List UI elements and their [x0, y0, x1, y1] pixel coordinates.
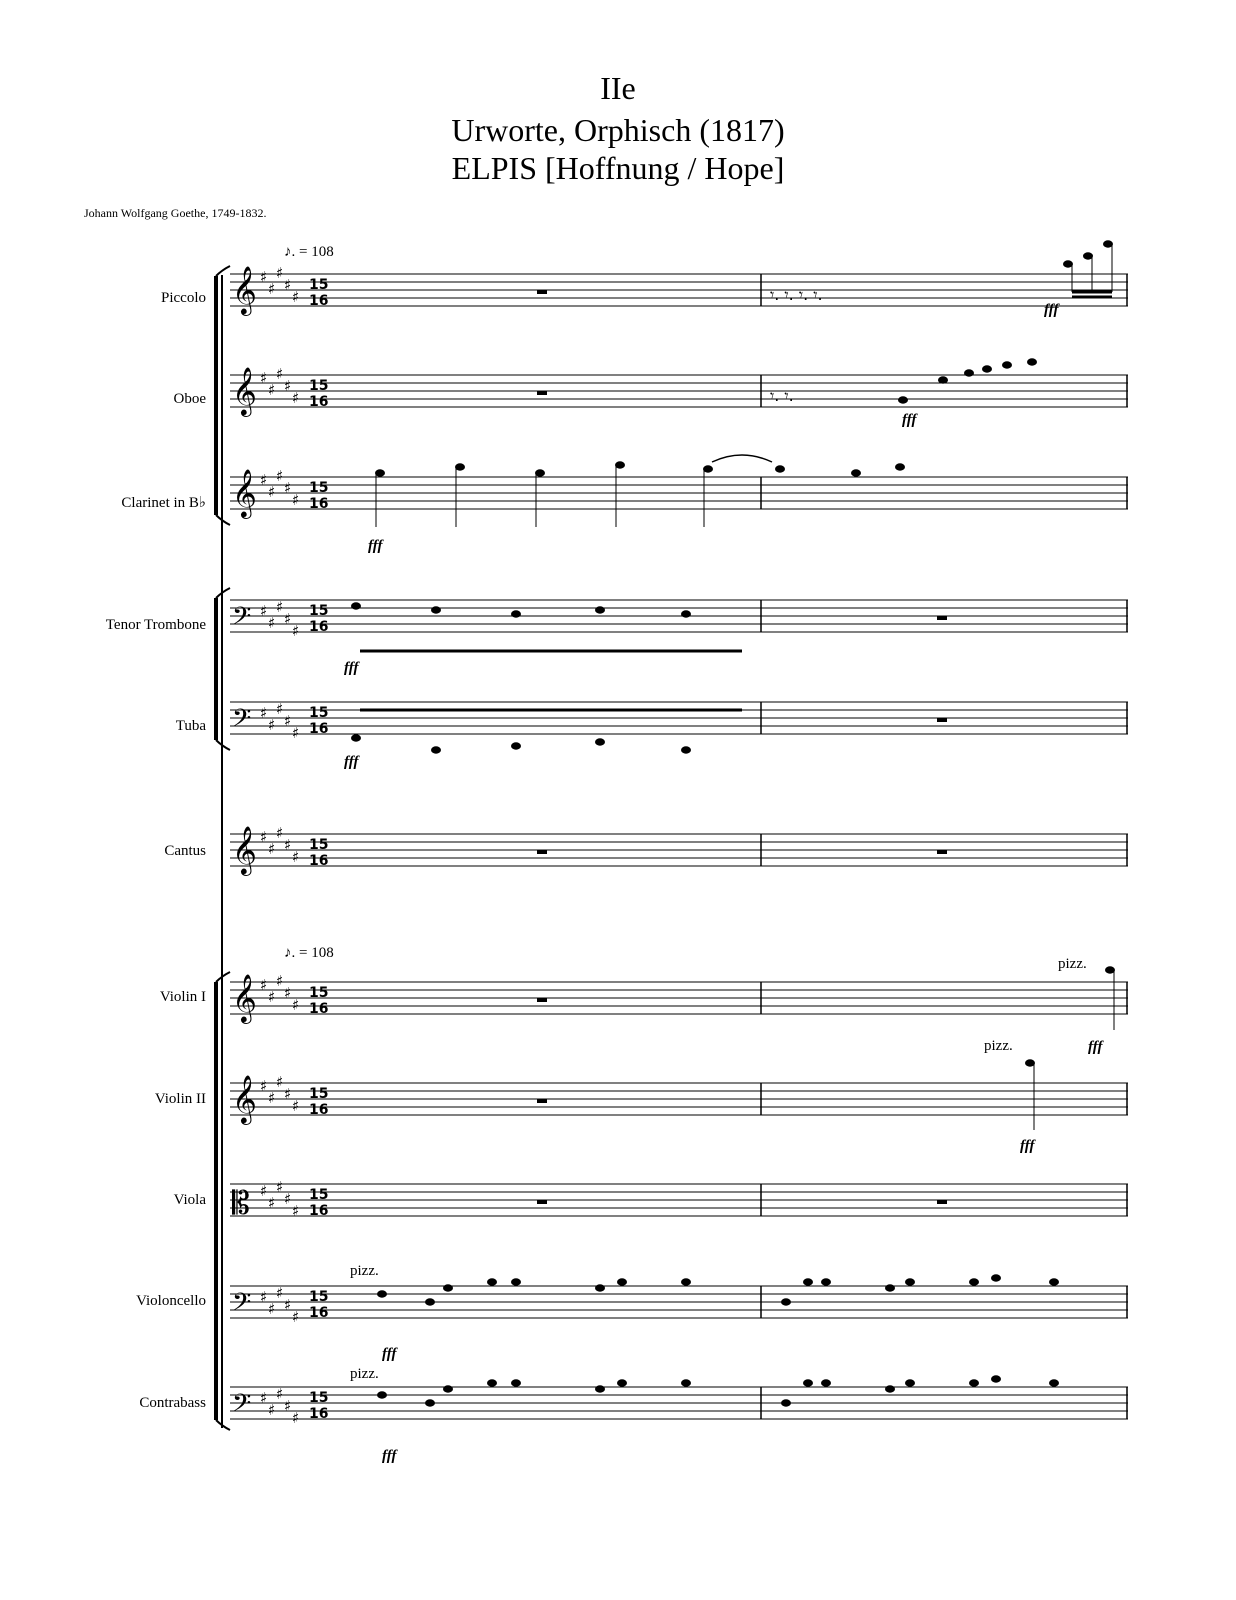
svg-text:♯: ♯ — [260, 704, 268, 722]
dynamic-mark: fff — [344, 660, 359, 676]
staff-oboe — [230, 375, 1128, 407]
svg-text:♯: ♯ — [260, 828, 268, 846]
alto-clef-icon: 𝄡 — [232, 1184, 250, 1222]
svg-text:♯: ♯ — [260, 1288, 268, 1306]
svg-text:♯: ♯ — [284, 276, 292, 294]
svg-text:♯: ♯ — [260, 1182, 268, 1200]
measure-rest — [537, 998, 547, 1002]
instrument-label-clarinet: Clarinet in B♭ — [121, 495, 206, 511]
svg-text:15: 15 — [309, 1187, 329, 1203]
bass-clef-icon: 𝄢 — [232, 602, 252, 637]
staff-clarinet — [230, 477, 1128, 509]
key-signature-violoncello — [260, 1284, 299, 1326]
instrument-label-cantus: Cantus — [164, 843, 206, 859]
key-signature-tuba — [260, 700, 299, 742]
svg-text:15: 15 — [309, 1086, 329, 1102]
dynamic-mark: fff — [1044, 302, 1059, 318]
dynamic-mark: fff — [902, 412, 917, 428]
svg-text:♯: ♯ — [284, 1397, 292, 1415]
measure-rest — [537, 1099, 547, 1103]
svg-text:♯: ♯ — [284, 984, 292, 1002]
svg-text:15: 15 — [309, 277, 329, 293]
svg-text:♯: ♯ — [276, 1385, 284, 1403]
oboe-m2-notes — [770, 359, 1037, 405]
svg-text:𝄾. 𝄾.: 𝄾. 𝄾. — [770, 386, 794, 405]
instrument-label-piccolo: Piccolo — [161, 290, 206, 306]
treble-clef-icon: 𝄞 — [232, 265, 257, 314]
instrument-label-contrabass: Contrabass — [139, 1395, 206, 1411]
svg-text:♯: ♯ — [260, 602, 268, 620]
work-subtitle: ELPIS [Hoffnung / Hope] — [451, 150, 785, 186]
system-brackets — [216, 266, 230, 1430]
movement-number: IIe — [600, 70, 636, 106]
svg-text:♯: ♯ — [276, 1073, 284, 1091]
staff-piccolo — [230, 274, 1128, 306]
svg-text:♯: ♯ — [276, 1284, 284, 1302]
measure-rest — [537, 1200, 547, 1204]
svg-text:15: 15 — [309, 985, 329, 1001]
svg-text:16: 16 — [309, 1406, 329, 1422]
svg-text:♯: ♯ — [260, 369, 268, 387]
svg-text:♯: ♯ — [292, 389, 300, 407]
svg-text:16: 16 — [309, 496, 329, 512]
svg-text:♯: ♯ — [276, 1178, 284, 1196]
svg-text:♯: ♯ — [268, 1401, 276, 1419]
dynamic-mark: fff — [1088, 1039, 1103, 1055]
staves — [230, 274, 1128, 1419]
composer-credit: Johann Wolfgang Goethe, 1749-1832. — [84, 206, 267, 220]
svg-text:♯: ♯ — [260, 471, 268, 489]
staff-violin-1 — [230, 982, 1128, 1014]
svg-text:15: 15 — [309, 1289, 329, 1305]
svg-text:♯: ♯ — [292, 996, 300, 1014]
measure-rest — [537, 290, 547, 294]
measure-rests — [537, 290, 947, 1204]
key-signatures — [260, 264, 299, 1427]
key-signature-violin-1 — [260, 972, 299, 1014]
svg-text:♯: ♯ — [268, 614, 276, 632]
svg-text:16: 16 — [309, 619, 329, 635]
expression-marks — [344, 302, 1104, 1464]
instrument-label-violin-2: Violin II — [154, 1091, 206, 1107]
svg-text:♯: ♯ — [268, 483, 276, 501]
dynamic-mark: fff — [1020, 1138, 1035, 1154]
svg-text:15: 15 — [309, 480, 329, 496]
svg-text:♯: ♯ — [292, 491, 300, 509]
measure-rest — [537, 850, 547, 854]
svg-text:♯: ♯ — [284, 479, 292, 497]
instrument-label-tuba: Tuba — [175, 718, 206, 734]
pizz-mark: pizz. — [1058, 956, 1087, 972]
svg-text:♯: ♯ — [284, 836, 292, 854]
svg-text:♯: ♯ — [292, 1097, 300, 1115]
svg-text:15: 15 — [309, 837, 329, 853]
svg-text:16: 16 — [309, 721, 329, 737]
svg-text:16: 16 — [309, 293, 329, 309]
svg-text:♯: ♯ — [260, 1389, 268, 1407]
work-title: Urworte, Orphisch (1817) — [451, 112, 785, 148]
svg-text:♯: ♯ — [292, 724, 300, 742]
svg-text:♯: ♯ — [260, 268, 268, 286]
piccolo-m2-notes — [770, 241, 1113, 304]
clefs — [232, 265, 257, 1424]
tempo-mark-strings: ♪. = 108 — [284, 945, 334, 961]
svg-text:♯: ♯ — [268, 381, 276, 399]
staff-viola — [230, 1184, 1128, 1216]
notes-strings — [378, 967, 1115, 1406]
svg-text:♯: ♯ — [276, 824, 284, 842]
svg-text:♯: ♯ — [268, 1089, 276, 1107]
key-signature-violin-2 — [260, 1073, 299, 1115]
dynamic-mark: fff — [382, 1346, 397, 1362]
svg-text:♯: ♯ — [260, 976, 268, 994]
svg-text:♯: ♯ — [284, 1296, 292, 1314]
instrument-label-trombone: Tenor Trombone — [105, 617, 206, 633]
svg-text:♯: ♯ — [276, 972, 284, 990]
contrabass-notes — [378, 1376, 1059, 1406]
instrument-label-violoncello: Violoncello — [136, 1293, 206, 1309]
svg-text:♯: ♯ — [284, 1085, 292, 1103]
svg-text:♯: ♯ — [276, 598, 284, 616]
staff-contrabass — [230, 1387, 1128, 1419]
svg-text:♯: ♯ — [276, 700, 284, 718]
instrument-label-oboe: Oboe — [173, 391, 206, 407]
svg-text:15: 15 — [309, 705, 329, 721]
bass-clef-icon: 𝄢 — [232, 1389, 252, 1424]
svg-text:♯: ♯ — [268, 716, 276, 734]
clarinet-m2-notes — [776, 464, 905, 476]
treble-clef-icon: 𝄞 — [232, 1074, 257, 1123]
measure-rest — [937, 1200, 947, 1204]
svg-text:♯: ♯ — [284, 377, 292, 395]
svg-text:♯: ♯ — [268, 280, 276, 298]
key-signature-contrabass — [260, 1385, 299, 1427]
violin-2-m2-notes — [1026, 1060, 1035, 1130]
tempo-mark-top: ♪. = 108 — [284, 244, 334, 260]
svg-text:♯: ♯ — [284, 1190, 292, 1208]
notes-winds — [352, 241, 1113, 753]
staff-violoncello — [230, 1286, 1128, 1318]
svg-text:♯: ♯ — [268, 840, 276, 858]
staff-violin-2 — [230, 1083, 1128, 1115]
svg-text:♯: ♯ — [292, 622, 300, 640]
treble-clef-icon: 𝄞 — [232, 973, 257, 1022]
svg-text:♯: ♯ — [268, 988, 276, 1006]
svg-text:16: 16 — [309, 394, 329, 410]
svg-text:♯: ♯ — [284, 712, 292, 730]
treble-clef-icon: 𝄞 — [232, 825, 257, 874]
instrument-label-viola: Viola — [173, 1192, 206, 1208]
key-signature-piccolo — [260, 264, 299, 306]
staff-trombone — [230, 600, 1128, 632]
svg-text:♯: ♯ — [292, 288, 300, 306]
svg-text:16: 16 — [309, 1001, 329, 1017]
treble-clef-icon: 𝄞 — [232, 468, 257, 517]
key-signature-trombone — [260, 598, 299, 640]
svg-text:16: 16 — [309, 853, 329, 869]
measure-rest — [937, 850, 947, 854]
dynamic-mark: fff — [344, 754, 359, 770]
measure-rest — [537, 391, 547, 395]
tuba-m1-notes — [352, 710, 743, 753]
barlines — [761, 274, 1127, 1419]
measure-rest — [937, 616, 947, 620]
svg-text:♯: ♯ — [292, 1409, 300, 1427]
svg-text:♯: ♯ — [268, 1300, 276, 1318]
treble-clef-icon: 𝄞 — [232, 366, 257, 415]
svg-text:♯: ♯ — [292, 1202, 300, 1220]
dynamic-mark: fff — [382, 1448, 397, 1464]
svg-text:♯: ♯ — [276, 467, 284, 485]
violoncello-notes — [378, 1275, 1059, 1305]
svg-text:15: 15 — [309, 1390, 329, 1406]
key-signature-cantus — [260, 824, 299, 866]
pizz-mark: pizz. — [984, 1038, 1013, 1054]
svg-text:♯: ♯ — [276, 264, 284, 282]
svg-text:15: 15 — [309, 603, 329, 619]
time-signatures — [309, 277, 328, 1422]
clarinet-m1-notes — [376, 455, 773, 527]
svg-text:16: 16 — [309, 1305, 329, 1321]
svg-text:𝄾. 𝄾. 𝄾. 𝄾.: 𝄾. 𝄾. 𝄾. 𝄾. — [770, 285, 823, 304]
key-signature-clarinet — [260, 467, 299, 509]
svg-text:♯: ♯ — [292, 1308, 300, 1326]
svg-text:16: 16 — [309, 1102, 329, 1118]
svg-text:15: 15 — [309, 378, 329, 394]
svg-text:♯: ♯ — [260, 1077, 268, 1095]
dynamic-mark: fff — [368, 538, 383, 554]
svg-text:♯: ♯ — [284, 610, 292, 628]
measure-rest — [937, 718, 947, 722]
pizz-mark: pizz. — [350, 1366, 379, 1382]
svg-text:♯: ♯ — [276, 365, 284, 383]
staff-tuba — [230, 702, 1128, 734]
trombone-m1-notes — [352, 603, 743, 651]
key-signature-oboe — [260, 365, 299, 407]
svg-text:♯: ♯ — [292, 848, 300, 866]
svg-text:16: 16 — [309, 1203, 329, 1219]
svg-text:♯: ♯ — [268, 1194, 276, 1212]
instrument-label-violin-1: Violin I — [159, 989, 206, 1005]
bass-clef-icon: 𝄢 — [232, 704, 252, 739]
pizz-mark: pizz. — [350, 1263, 379, 1279]
staff-cantus — [230, 834, 1128, 866]
bass-clef-icon: 𝄢 — [232, 1288, 252, 1323]
